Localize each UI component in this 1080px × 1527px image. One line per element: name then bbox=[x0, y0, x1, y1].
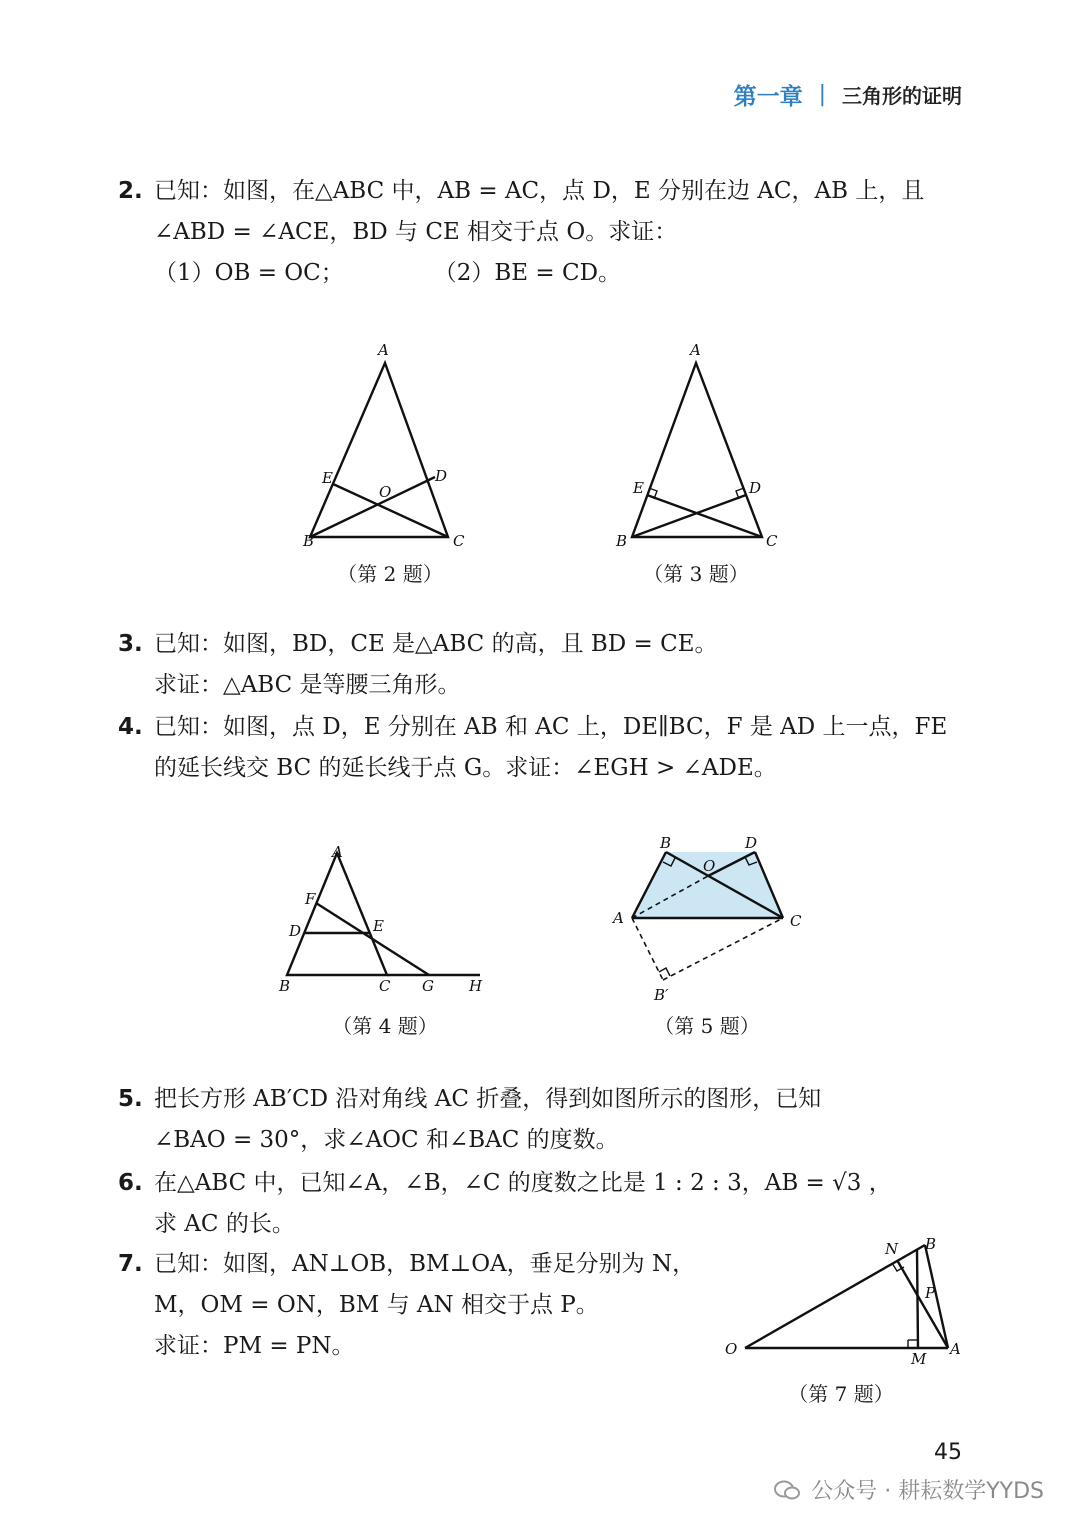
watermark bbox=[773, 1474, 1044, 1505]
problem-text: ∠ABD = ∠ACE，BD 与 CE 相交于点 O。求证： bbox=[154, 219, 678, 245]
caption-2: （第 2 题） bbox=[337, 562, 443, 586]
problem-3 bbox=[118, 624, 968, 706]
label-b: B bbox=[303, 532, 315, 550]
label-o: O bbox=[379, 483, 392, 501]
label-a: A bbox=[690, 341, 701, 359]
figure-2 bbox=[290, 335, 490, 560]
segment-bd bbox=[632, 495, 746, 537]
segment-fg bbox=[316, 903, 429, 975]
segment-bm bbox=[917, 1250, 918, 1348]
problem-text: 已知：如图，BD，CE 是△ABC 的高，且 BD = CE。 bbox=[154, 631, 718, 657]
chapter-title: 三角形的证明 bbox=[842, 83, 962, 108]
label-c: C bbox=[790, 912, 802, 930]
label-e: E bbox=[633, 479, 644, 497]
problem-text: 求证：PM = PN。 bbox=[154, 1333, 355, 1359]
label-m: M bbox=[911, 1350, 927, 1368]
label-p: P bbox=[925, 1284, 936, 1302]
label-a: A bbox=[613, 909, 624, 927]
label-d: D bbox=[749, 479, 762, 497]
problem-parts bbox=[118, 253, 968, 294]
label-a: A bbox=[332, 843, 343, 861]
label-f: F bbox=[305, 890, 316, 908]
page-number: 45 bbox=[934, 1440, 962, 1465]
label-n: N bbox=[885, 1240, 899, 1258]
label-c: C bbox=[379, 977, 391, 995]
problem-text: 的延长线交 BC 的延长线于点 G。求证：∠EGH > ∠ADE。 bbox=[154, 755, 777, 781]
label-d: D bbox=[745, 834, 758, 852]
problem-number: 5. bbox=[118, 1086, 143, 1112]
problem-text: ∠BAO = 30°，求∠AOC 和∠BAC 的度数。 bbox=[154, 1127, 619, 1153]
triangle-abc bbox=[632, 363, 762, 537]
problem-7 bbox=[118, 1244, 718, 1367]
figure-3 bbox=[600, 335, 800, 560]
label-c: C bbox=[453, 532, 465, 550]
caption-4: （第 4 题） bbox=[332, 1014, 438, 1038]
segment-an bbox=[897, 1260, 948, 1348]
label-o: O bbox=[703, 857, 716, 875]
problem-part-1: （1）OB = OC； bbox=[154, 260, 344, 286]
problem-text: 已知：如图，在△ABC 中，AB = AC，点 D，E 分别在边 AC，AB 上，且 bbox=[154, 178, 925, 204]
label-h: H bbox=[469, 977, 483, 995]
problem-number: 7. bbox=[118, 1251, 143, 1277]
figure-4 bbox=[270, 835, 500, 1000]
problem-number: 3. bbox=[118, 631, 143, 657]
caption-3: （第 3 题） bbox=[643, 562, 749, 586]
label-g: G bbox=[422, 977, 434, 995]
segment-ce bbox=[647, 495, 762, 537]
problem-5 bbox=[118, 1079, 968, 1161]
problem-text: 把长方形 AB′CD 沿对角线 AC 折叠，得到如图所示的图形，已知 bbox=[154, 1086, 822, 1112]
label-d: D bbox=[289, 922, 302, 940]
watermark-text: 公众号 · 耕耘数学YYDS bbox=[811, 1479, 1044, 1504]
problem-4 bbox=[118, 707, 968, 789]
wechat-icon bbox=[773, 1479, 801, 1501]
label-b: B bbox=[279, 977, 291, 995]
label-b: B bbox=[616, 532, 628, 550]
problem-text: 在△ABC 中，已知∠A，∠B，∠C 的度数之比是 1 : 2 : 3，AB = √3 ， bbox=[154, 1170, 892, 1196]
triangle-abc bbox=[310, 363, 448, 537]
triangle-abc bbox=[287, 853, 387, 975]
problem-part-2: （2）BE = CD。 bbox=[433, 260, 622, 286]
label-o: O bbox=[725, 1340, 738, 1358]
figure-7 bbox=[715, 1230, 975, 1375]
label-a: A bbox=[378, 341, 389, 359]
chapter-header bbox=[734, 76, 962, 112]
label-a: A bbox=[950, 1340, 961, 1358]
caption-7: （第 7 题） bbox=[788, 1382, 894, 1406]
problem-text: 已知：如图，点 D，E 分别在 AB 和 AC 上，DE∥BC，F 是 AD 上一点，FE bbox=[154, 714, 948, 740]
problem-number: 6. bbox=[118, 1170, 143, 1196]
header-separator: | bbox=[818, 81, 826, 107]
problem-2 bbox=[118, 171, 968, 294]
label-b-prime: B′ bbox=[654, 986, 669, 1004]
label-e: E bbox=[373, 917, 384, 935]
problem-number: 4. bbox=[118, 714, 143, 740]
problem-number: 2. bbox=[118, 178, 143, 204]
label-b: B bbox=[660, 834, 672, 852]
label-e: E bbox=[322, 469, 333, 487]
problem-text: 求 AC 的长。 bbox=[154, 1211, 295, 1237]
figure-5 bbox=[600, 828, 820, 1008]
problem-text: 已知：如图，AN⊥OB，BM⊥OA，垂足分别为 N， bbox=[154, 1251, 696, 1277]
label-b: B bbox=[925, 1235, 937, 1253]
problem-text: M，OM = ON，BM 与 AN 相交于点 P。 bbox=[154, 1292, 599, 1318]
problem-text: 求证：△ABC 是等腰三角形。 bbox=[154, 672, 461, 698]
chapter-label: 第一章 bbox=[733, 83, 803, 110]
label-d: D bbox=[435, 467, 448, 485]
caption-5: （第 5 题） bbox=[654, 1014, 760, 1038]
label-c: C bbox=[766, 532, 778, 550]
